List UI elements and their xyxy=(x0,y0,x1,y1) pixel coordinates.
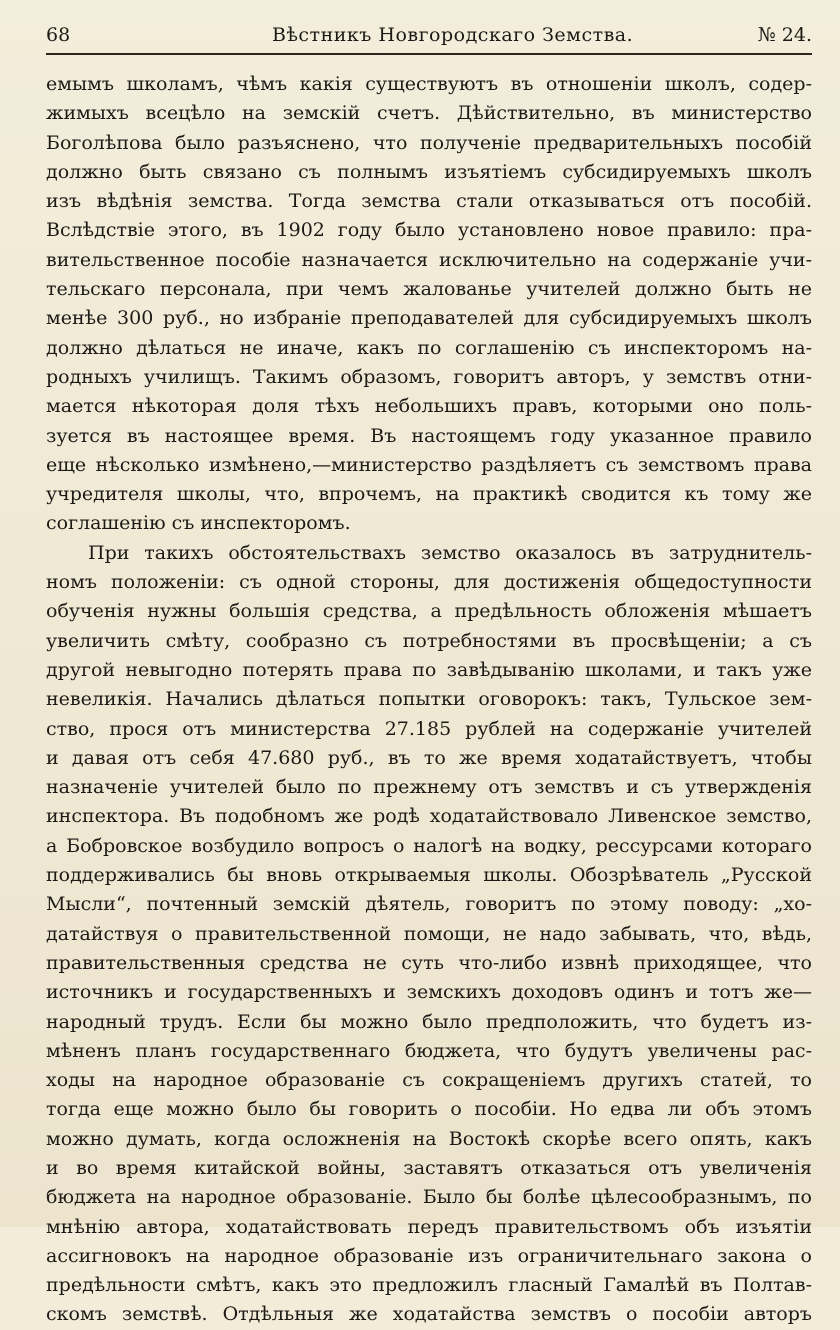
text-line: ство, прося отъ министерства 27.185 рублей на содержаніе учителей xyxy=(46,717,812,740)
text-line: датайствуя о правительственной помощи, не надо забывать, что, вѣдь, xyxy=(46,922,812,945)
text-line: обученія нужны большія средства, а предѣльность обложенія мѣшаетъ xyxy=(46,600,812,623)
text-line: Вслѣдствіе этого, въ 1902 году было установлено новое правило: пра- xyxy=(46,219,812,242)
body-text xyxy=(46,70,812,1330)
text-line: При такихъ обстоятельствахъ земство оказалось въ затруднитель- xyxy=(88,541,812,564)
text-line: ассигновокъ на народное образованіе изъ ограничительнаго закона о xyxy=(46,1244,812,1267)
text-line: номъ положеніи: съ одной стороны, для достиженія общедоступности xyxy=(46,571,812,594)
text-line: жимыхъ всецѣло на земскій счетъ. Дѣйствительно, въ министерство xyxy=(46,102,812,125)
page-number: 68 xyxy=(46,24,71,46)
text-line: предѣльности смѣтъ, какъ это предложилъ гласный Гамалѣй въ Полтав- xyxy=(46,1274,812,1297)
text-line: изъ вѣдѣнія земства. Тогда земства стали отказываться отъ пособій. xyxy=(46,190,812,213)
text-line: скомъ земствѣ. Отдѣльныя же ходатайства земствъ о пособіи авторъ xyxy=(46,1303,812,1326)
text-line: народный трудъ. Если бы можно было предположить, что будетъ из- xyxy=(46,1010,812,1033)
journal-title: Вѣстникъ Новгородскаго Земства. xyxy=(272,24,634,46)
text-line: еще нѣсколько измѣнено,—министерство раздѣляетъ съ земствомъ права xyxy=(46,453,812,476)
text-line: и во время китайской войны, заставятъ отказаться отъ увеличенія xyxy=(46,1156,812,1179)
text-line: Мысли“, почтенный земскій дѣятель, говоритъ по этому поводу: „хо- xyxy=(46,893,812,916)
text-line: а Бобровское возбудило вопросъ о налогѣ на водку, рессурсами котораго xyxy=(46,834,812,857)
text-line: мнѣнію автора, ходатайствовать передъ правительствомъ объ изъятіи xyxy=(46,1215,812,1238)
text-line: другой невыгодно потерять права по завѣдыванію школами, и такъ уже xyxy=(46,658,812,681)
text-line: тельскаго персонала, при чемъ жалованье учителей должно быть не xyxy=(46,278,812,301)
text-line: невеликія. Начались дѣлаться попытки оговорокъ: такъ, Тульское зем- xyxy=(46,688,812,711)
text-line: правительственныя средства не суть что-либо извнѣ приходящее, что xyxy=(46,951,812,974)
text-line: назначеніе учителей было по прежнему отъ земствъ и съ утвержденія xyxy=(46,776,812,799)
header-rule xyxy=(46,53,812,55)
text-line: инспектора. Въ подобномъ же родѣ ходатайствовало Ливенское земство, xyxy=(46,805,812,828)
text-line: родныхъ училищъ. Такимъ образомъ, говоритъ авторъ, у земствъ отни- xyxy=(46,365,812,388)
text-line: учредителя школы, что, впрочемъ, на практикѣ сводится къ тому же xyxy=(46,483,812,506)
text-line: менѣе 300 руб., но избраніе преподавателей для субсидируемыхъ школъ xyxy=(46,307,812,330)
page-header xyxy=(46,24,812,54)
text-line: можно думать, когда осложненія на Востокѣ скорѣе всего опять, какъ xyxy=(46,1127,812,1150)
text-line: соглашенію съ инспекторомъ. xyxy=(46,512,351,535)
text-line: мѣненъ планъ государственнаго бюджета, что будутъ увеличены рас- xyxy=(46,1039,812,1062)
text-line: зуется въ настоящее время. Въ настоящемъ году указанное правило xyxy=(46,424,812,447)
text-line: Боголѣпова было разъяснено, что полученіе предварительныхъ пособій xyxy=(46,131,812,154)
text-line: вительственное пособіе назначается исключительно на содержаніе учи- xyxy=(46,248,812,271)
text-line: должно быть связано съ полнымъ изъятіемъ субсидируемыхъ школъ xyxy=(46,160,812,183)
text-line: тогда еще можно было бы говорить о пособіи. Но едва ли объ этомъ xyxy=(46,1098,812,1121)
text-line: и давая отъ себя 47.680 руб., въ то же время ходатайствуетъ, чтобы xyxy=(46,746,812,769)
text-line: должно дѣлаться не иначе, какъ по соглашенію съ инспекторомъ на- xyxy=(46,336,812,359)
text-line: емымъ школамъ, чѣмъ какія существуютъ въ отношеніи школъ, содер- xyxy=(46,73,812,95)
text-line: поддерживались бы вновь открываемыя школы. Обозрѣватель „Русской xyxy=(46,864,812,887)
text-line: мается нѣкоторая доля тѣхъ небольшихъ правъ, которыми оно поль- xyxy=(46,395,812,418)
issue-number: № 24. xyxy=(757,24,812,46)
text-line: увеличить смѣту, сообразно съ потребностями въ просвѣщеніи; а съ xyxy=(46,629,812,652)
text-line: ходы на народное образованіе съ сокращеніемъ другихъ статей, то xyxy=(46,1069,812,1092)
text-line: бюджета на народное образованіе. Было бы болѣе цѣлесообразнымъ, по xyxy=(46,1186,812,1209)
text-line: источникъ и государственныхъ и земскихъ доходовъ одинъ и тотъ же— xyxy=(46,981,812,1004)
